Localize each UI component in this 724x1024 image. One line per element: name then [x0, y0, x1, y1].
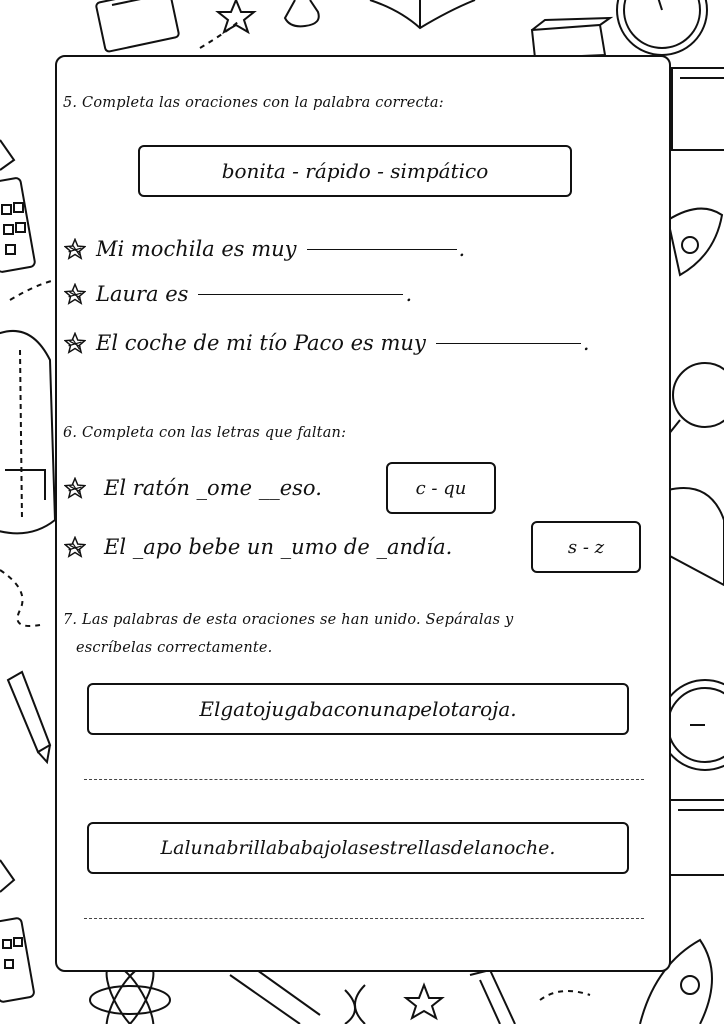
q5-sentence-3 [64, 331, 590, 355]
laptop-icon [670, 800, 724, 875]
question-7-title-line-2: escríbelas correctamente. [76, 640, 273, 656]
question-5-title: 5. Completa las oraciones con la palabra correcta: [63, 95, 444, 111]
flask-icon [285, 0, 319, 26]
answer-blank[interactable] [436, 342, 581, 344]
dashed-trail [200, 20, 240, 48]
open-book-icon [370, 0, 475, 28]
word-bank-box [138, 145, 572, 197]
letter-options-box [531, 521, 641, 573]
rocket-icon [668, 209, 722, 275]
sentence-text: Laura es [96, 282, 189, 306]
laptop-icon [672, 68, 724, 150]
joined-sentence-text: Elgatojugabaconunapelotaroja. [199, 697, 517, 721]
calculator-icon [0, 917, 35, 1002]
pencil-icon [8, 672, 50, 762]
answer-dashed-line-1[interactable] [84, 779, 644, 780]
clock-icon [617, 0, 707, 55]
ruler-icon [230, 965, 320, 1024]
joined-sentence-box-1 [87, 683, 629, 735]
pencil-tip-icon [0, 860, 14, 892]
letter-options-box [386, 462, 496, 514]
notebook-icon [96, 0, 180, 52]
answer-blank[interactable] [198, 293, 403, 295]
joined-sentence-box-2 [87, 822, 629, 874]
eraser-icon [532, 18, 610, 58]
joined-sentence-text: Lalunabrillababajolasestrellasdelanoche. [160, 837, 556, 859]
magnifier-icon [668, 363, 724, 435]
answer-blank[interactable] [307, 248, 457, 250]
star-bullet-icon [64, 238, 86, 260]
fill-letters-sentence: El ratón _ome __eso. [104, 476, 322, 500]
star-bullet-icon [64, 477, 86, 499]
calculator-icon [0, 177, 36, 272]
star-bullet-icon [64, 536, 86, 558]
dashed-trail [10, 280, 55, 300]
question-6-title: 6. Completa con las letras que faltan: [63, 425, 347, 441]
q6-row-2 [64, 535, 452, 559]
letter-options-text: s - z [567, 536, 605, 558]
answer-dashed-line-2[interactable] [84, 918, 644, 919]
sentence-end: . [405, 282, 413, 306]
pencil-tip-icon [0, 140, 14, 170]
q6-row-1 [64, 476, 322, 500]
question-7-title-line-1: 7. Las palabras de esta oraciones se han unido. Sepáralas y [63, 612, 514, 628]
q5-sentence-1 [64, 237, 465, 261]
microscope-icon [470, 970, 515, 1024]
dashed-trail [540, 991, 590, 1000]
dashed-trail [0, 570, 40, 626]
sentence-end: . [458, 237, 466, 261]
star-doodle-icon [218, 0, 254, 32]
q5-sentence-2 [64, 282, 412, 306]
star-bullet-icon [64, 332, 86, 354]
letter-options-text: c - qu [415, 477, 467, 499]
sentence-end: . [582, 331, 590, 355]
backpack-icon [0, 331, 55, 533]
sentence-text: El coche de mi tío Paco es muy [96, 331, 426, 355]
word-bank-text: bonita - rápido - simpático [221, 159, 489, 183]
star-doodle-icon [406, 985, 442, 1018]
sentence-text: Mi mochila es muy [96, 237, 297, 261]
fill-letters-sentence: El _apo bebe un _umo de _andía. [104, 535, 453, 559]
star-bullet-icon [64, 283, 86, 305]
dna-icon [345, 985, 365, 1024]
protractor-icon [668, 488, 724, 585]
